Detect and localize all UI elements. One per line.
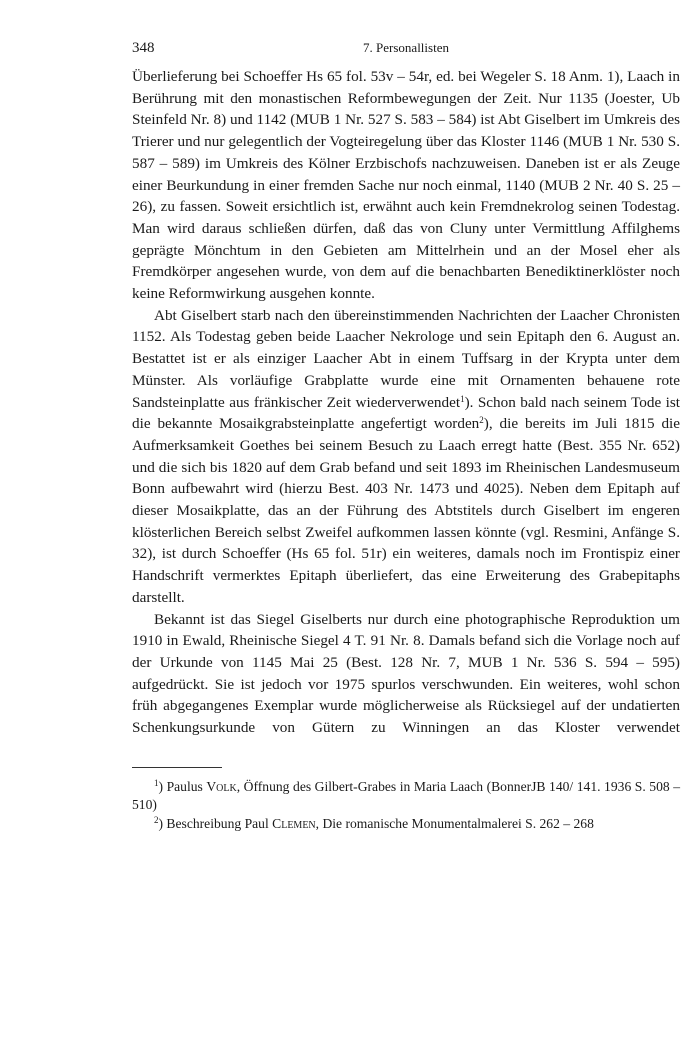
paragraph-2-part-a: Abt Giselbert starb nach den übereinstimmenden Nachrichten der Laacher Chronisten 1152. Als Todestag geben beide Laacher Nekrologe und sein Epitaph den 6. August an. Bestattet ist er als einziger Laacher Abt in einem Tuffsarg in der Krypta unter dem Münster. Als vorläufige Grabplatte wurde eine mit Ornamenten behauene rote Sandsteinplatte aus fränkischer Zeit wiederverwendet <box>132 306 680 411</box>
footnote-1-text-a: ) Paulus <box>158 778 207 794</box>
footnote-ref-2[interactable]: 2 <box>479 415 484 426</box>
paragraph-2 <box>132 305 680 609</box>
footnote-2-text-a: ) Beschreibung Paul <box>158 815 273 831</box>
footnote-1-text-b: , Öffnung des Gilbert-Grabes in Maria Laach (BonnerJB 140/ 141. 1936 S. 508 – 510) <box>132 778 681 813</box>
page-header <box>132 40 680 66</box>
paragraph-2-part-b: ). Schon bald nach seinem Tode ist die bekannte Mosaikgrabsteinplatte angefertigt worden <box>132 393 680 433</box>
paragraph-1: Überlieferung bei Schoeffer Hs 65 fol. 53v – 54r, ed. bei Wegeler S. 18 Anm. 1), Laach in Berührung mit den monastischen Reformbewegungen der Zeit. Nur 1135 (Joester, Ub Steinfeld Nr. 8) und 1142 (MUB 1 Nr. 527 S. 583 – 584) ist Abt Giselbert im Umkreis des Trierer und nur gelegentlich der Vogteiregelung über das Kloster 1146 (MUB 1 Nr. 530 S. 587 – 589) im Umkreis des Kölner Erzbischofs nachzuweisen. Daneben ist er als Zeuge einer Beurkundung in einer fremden Sache nur noch einmal, 1140 (MUB 2 Nr. 40 S. 25 – 26), zu fassen. Soweit ersichtlich ist, erwähnt auch kein Fremdnekrolog seinen Todestag. Man wird daraus schließen dürfen, daß das von Cluny unter Vermittlung Affilghems geprägte Mönchtum in den Gebieten am Mittelrhein und an der Mosel eher als Fremdkörper angesehen wurde, von dem auf die benachbarten Benediktinerklöster noch keine Reformwirkung ausgehen konnte. <box>132 68 680 303</box>
footnote-2 <box>132 815 680 834</box>
page-number: 348 <box>132 40 155 56</box>
page <box>132 40 680 833</box>
footnote-2-author: Clemen <box>272 815 316 831</box>
footnote-ref-1[interactable]: 1 <box>460 393 465 404</box>
footnotes <box>132 778 680 834</box>
footnote-2-mark: 2 <box>154 814 159 825</box>
footnote-1 <box>132 778 680 815</box>
body-text <box>132 66 680 739</box>
footnote-2-text-b: , Die romanische Monumentalmalerei S. 262 – 268 <box>315 815 594 831</box>
paragraph-2-part-c: ), die bereits im Juli 1815 die Aufmerksamkeit Goethes bei seinem Besuch zu Laach erregt hatte (Best. 355 Nr. 652) und die sich bis 1820 auf dem Grab befand und seit 1893 im Rheinischen Landesmuseum Bonn aufbewahrt wird (hierzu Best. 403 Nr. 1473 und 4025). Neben dem Epitaph auf dieser Mosaikplatte, das an der Führung des Abtstitels durch Giselbert im engeren klösterlichen Bereich selbst Zweifel aufkommen lassen könnte (vgl. Resmini, Anfänge S. 32), ist durch Schoeffer (Hs 65 fol. 51r) ein weiteres, damals noch im Frontispiz einer Handschrift vermerktes Epitaph überliefert, das eine Erweiterung des Grabepitaphs darstellt. <box>132 415 680 606</box>
footnote-1-mark: 1 <box>154 777 159 788</box>
paragraph-3: Bekannt ist das Siegel Giselberts nur durch eine photographische Reproduktion um 1910 in Ewald, Rheinische Siegel 4 T. 91 Nr. 8. Damals befand sich die Vorlage noch auf der Urkunde von 1145 Mai 25 (Best. 128 Nr. 7, MUB 1 Nr. 536 S. 594 – 595) aufgedrückt. Sie ist jedoch vor 1975 spurlos verschwunden. Ein weiteres, wohl schon früh abgegangenes Exemplar wurde möglicherweise als Rücksiegel auf der undatierten Schenkungsurkunde von Gütern zu Winningen an das Kloster verwendet <box>132 610 680 737</box>
running-head: 7. Personallisten <box>363 40 449 55</box>
footnote-divider <box>132 767 222 768</box>
footnote-1-author: Volk <box>206 778 237 794</box>
